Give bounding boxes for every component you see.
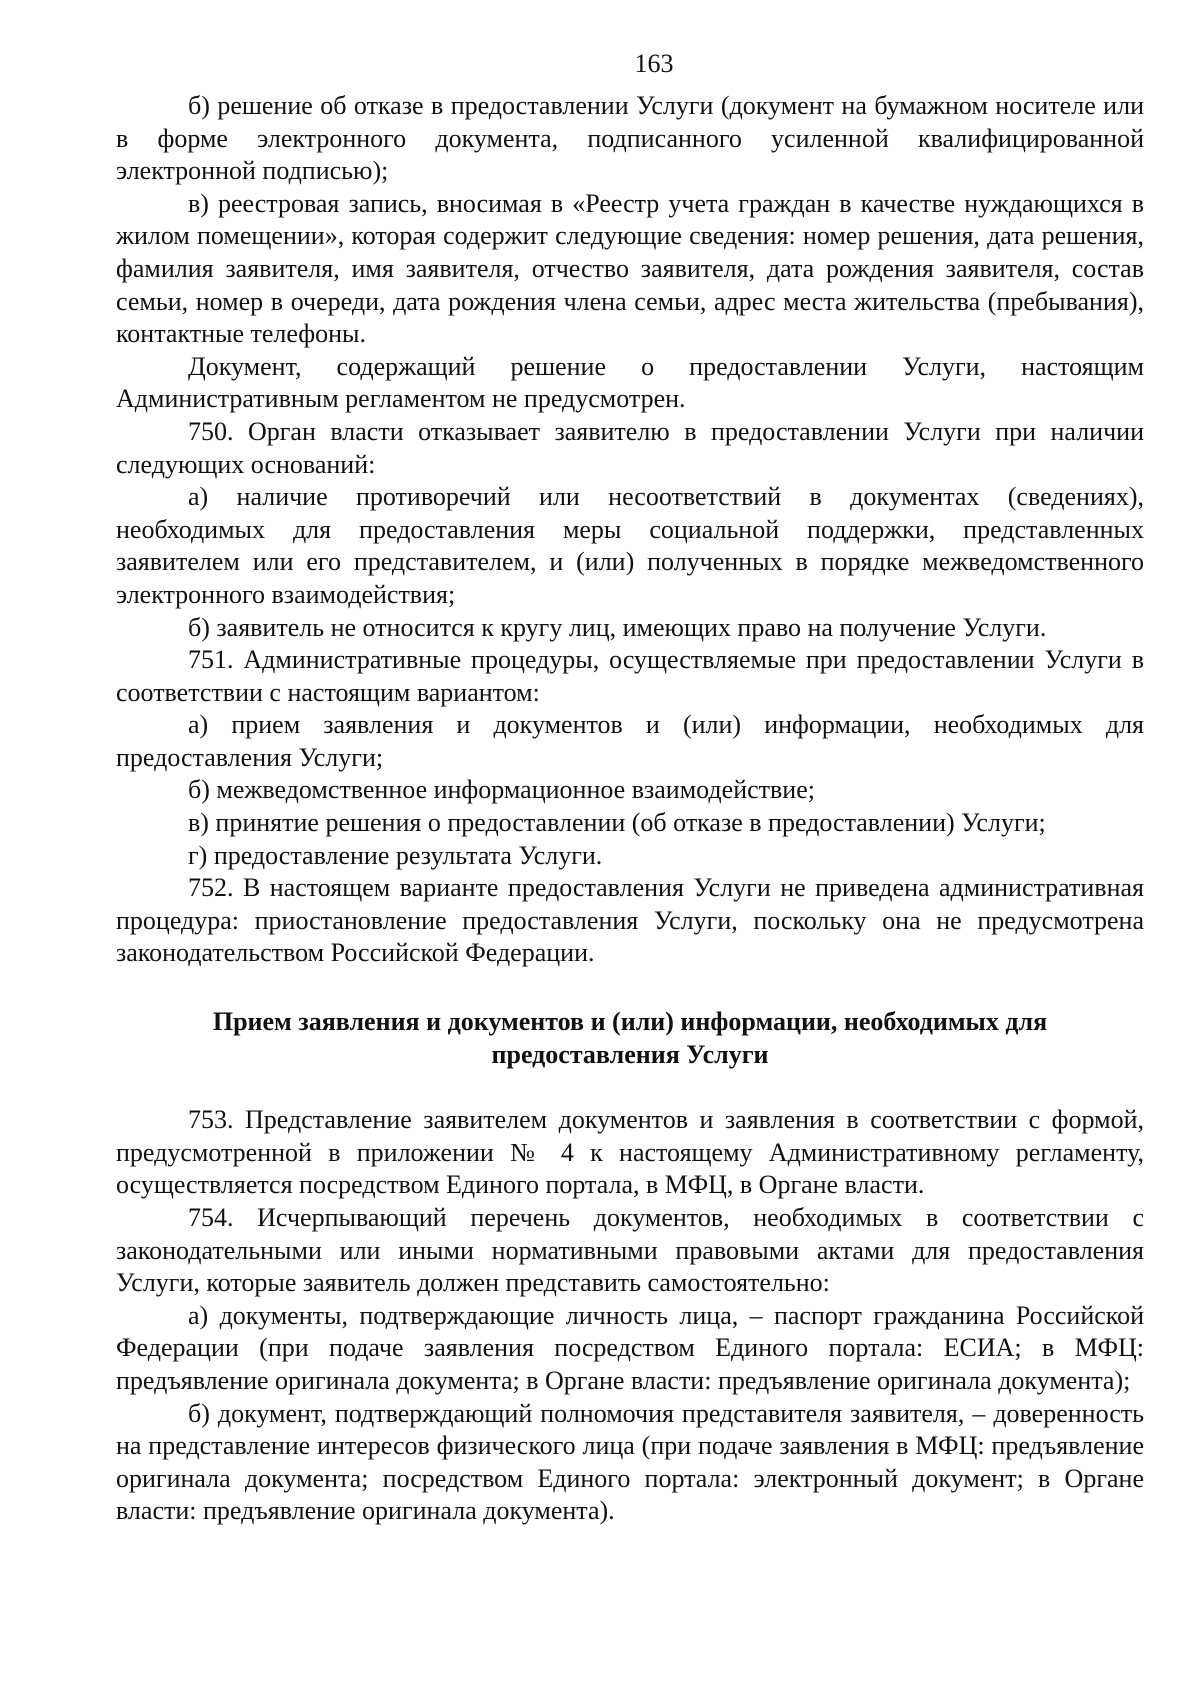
page-number: 163 [634,49,674,78]
paragraph-753: 753. Представление заявителем документов и заявления в соответствии с формой, предусмотренной в приложении № 4 к настоящему Административному регламенту, осуществляется посредством Единого портала, в МФЦ, в Органе власти. [116,1105,1144,1200]
paragraph-754-a: а) документы, подтверждающие личность лица, – паспорт гражданина Российской Федерации (при подаче заявления посредством Единого портала: ЕСИА; в МФЦ: предъявление оригинала документа; в Органе власти: предъявление оригинала документа); [116,1300,1144,1395]
paragraph-750-a: а) наличие противоречий или несоответствий в документах (сведениях), необходимых для предоставления меры социальной поддержки, представленных заявителем или его представителем, и (или) полученных в порядке межведомственного электронного взаимодействия; [116,482,1144,609]
section-heading: Прием заявления и документов и (или) информации, необходимых для предоставления Услуги [212,1007,1048,1069]
paragraph-document-not-provided: Документ, содержащий решение о предоставлении Услуги, настоящим Административным регламентом не предусмотрен. [116,351,1144,414]
paragraph-751-b: б) межведомственное информационное взаимодействие; [188,775,815,805]
paragraph-754: 754. Исчерпывающий перечень документов, необходимых в соответствии с законодательными или иными нормативными правовыми актами для предоставления Услуги, которые заявитель должен представить самостоятельно: [116,1203,1144,1298]
paragraph-decision-refusal: б) решение об отказе в предоставлении Услуги (документ на бумажном носителе или в форме электронного документа, подписанного усиленной квалифицированной электронной подписью); [116,91,1144,186]
paragraph-750: 750. Орган власти отказывает заявителю в предоставлении Услуги при наличии следующих оснований: [116,416,1144,479]
document-page [116,48,1144,1528]
paragraph-751-a: а) прием заявления и документов и (или) информации, необходимых для предоставления Услуги; [116,710,1144,772]
paragraph-750-b: б) заявитель не относится к кругу лиц, имеющих право на получение Услуги. [188,612,1047,642]
paragraph-751-d: г) предоставление результата Услуги. [188,840,603,870]
paragraph-751: 751. Административные процедуры, осуществляемые при предоставлении Услуги в соответствии с настоящим вариантом: [116,645,1144,707]
paragraph-751-c: в) принятие решения о предоставлении (об отказе в предоставлении) Услуги; [188,808,1046,838]
paragraph-754-b: б) документ, подтверждающий полномочия представителя заявителя, – доверенность на представление интересов физического лица (при подаче заявления в МФЦ: предъявление оригинала документа; посредством Единого портала: электронный документ; в Органе власти: предъявление оригинала документа). [116,1398,1144,1526]
paragraph-registry-entry: в) реестровая запись, вносимая в «Реестр учета граждан в качестве нуждающихся в жилом помещении», которая содержит следующие сведения: номер решения, дата решения, фамилия заявителя, имя заявителя, отчество заявителя, дата рождения заявителя, состав семьи, номер в очереди, дата рождения члена семьи, адрес места жительства (пребывания), контактные телефоны. [116,188,1144,349]
paragraph-752: 752. В настоящем варианте предоставления Услуги не приведена административная процедура: приостановление предоставления Услуги, поскольку она не предусмотрена законодательством Российской Федерации. [116,873,1144,968]
